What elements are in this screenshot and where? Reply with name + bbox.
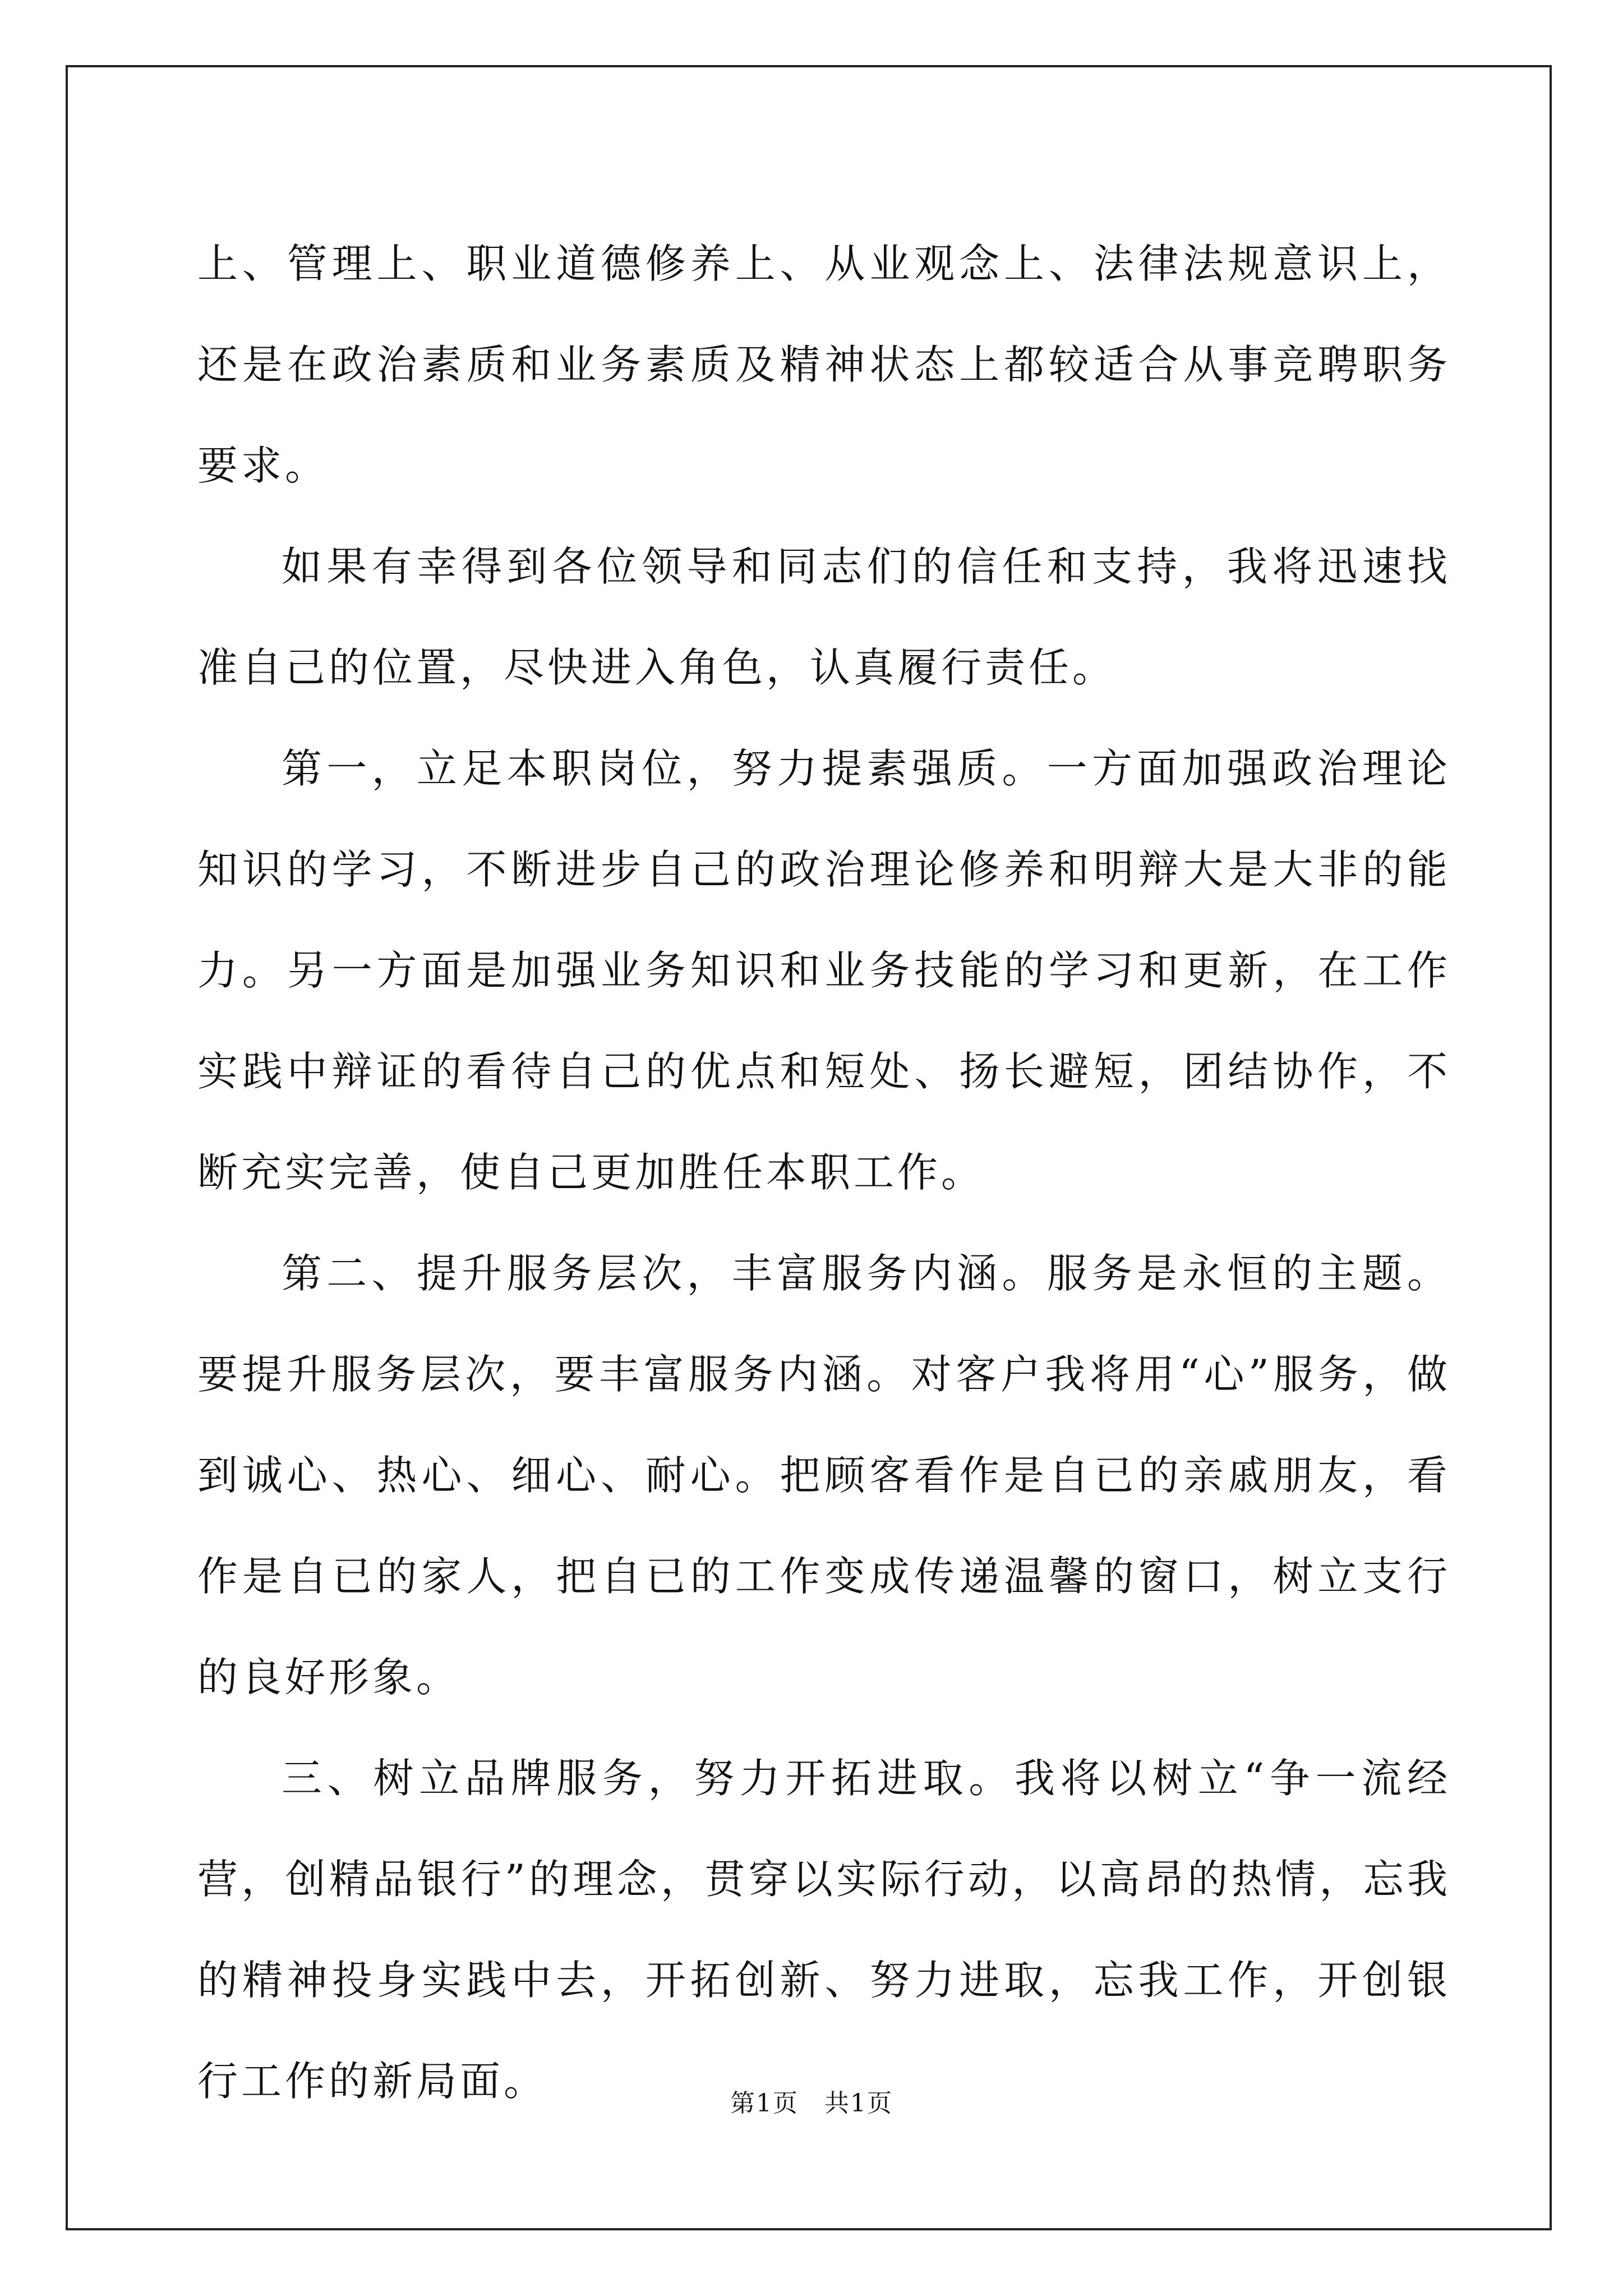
paragraph-second-point: 第二、提升服务层次，丰富服务内涵。服务是永恒的主题。要提升服务层次，要丰富服务内涵。对客户我将用“心”服务，做到诚心、热心、细心、耐心。把顾客看作是自已的亲戚朋友，看作是自已的家人，把自已的工作变成传递温馨的窗口，树立支行的良好形象。 [197,1250,1451,1701]
document-body [197,213,1451,2132]
paragraph-continuation: 上、管理上、职业道德修养上、从业观念上、法律法规意识上，还是在政治素质和业务素质及精神状态上都较适合从事竞聘职务要求。 [197,240,1451,489]
paragraph-commitment: 如果有幸得到各位领导和同志们的信任和支持，我将迅速找准自己的位置，尽快进入角色，认真履行责任。 [197,543,1451,691]
paragraph-first-point: 第一，立足本职岗位，努力提素强质。一方面加强政治理论知识的学习，不断进步自己的政治理论修养和明辩大是大非的能力。另一方面是加强业务知识和业务技能的学习和更新，在工作实践中辩证的看待自己的优点和短处、扬长避短，团结协作，不断充实完善，使自己更加胜任本职工作。 [197,745,1451,1196]
page-number-footer: 第1页 共1页 [730,2089,893,2118]
paragraph-third-point: 三、树立品牌服务，努力开拓进取。我将以树立“争一流经营，创精品银行”的理念，贯穿以实际行动，以高昂的热情，忘我的精神投身实践中去，开拓创新、努力进取，忘我工作，开创银行工作的新局面。 [197,1755,1451,2105]
